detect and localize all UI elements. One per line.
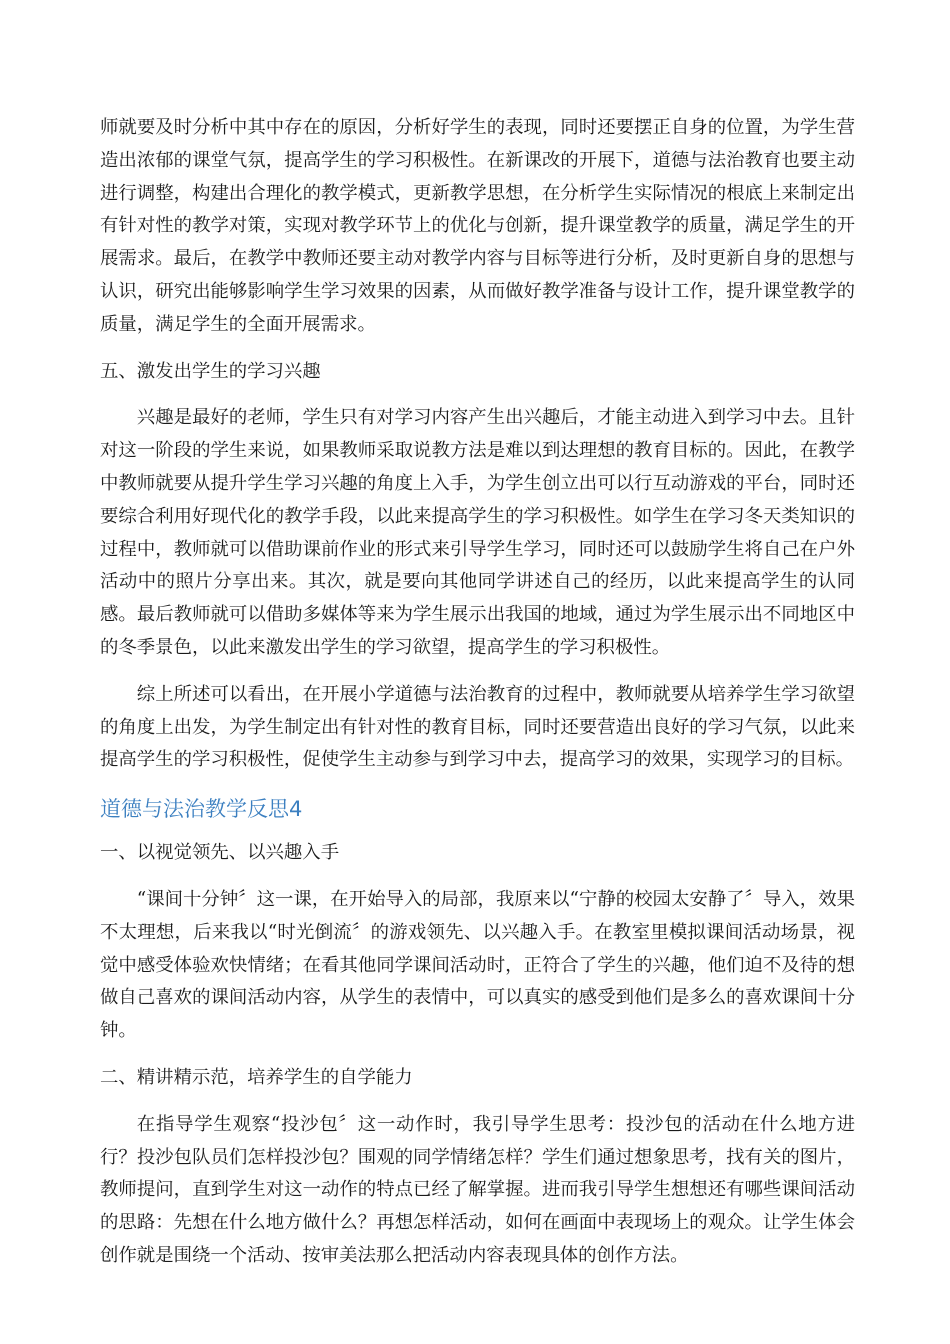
subheading-demonstration: 二、精讲精示范，培养学生的自学能力: [100, 1066, 413, 1088]
subheading-visual-lead: 一、以视觉领先、以兴趣入手: [100, 842, 340, 864]
paragraph-summary: 综上所述可以看出，在开展小学道德与法治教育的过程中，教师就要从培养学生学习欲望的角度上出发，为学生制定出有针对性的教育目标，同时还要营造出良好的学习气氛，以此来提高学生的学习积极性，促使学生主动参与到学习中去，提高学习的效果，实现学习的目标。: [100, 683, 855, 771]
paragraph-recess: “课间十分钟〞这一课，在开始导入的局部，我原来以“宁静的校园太安静了〞导入，效果不太理想，后来我以“时光倒流〞的游戏领先、以兴趣入手。在教室里模拟课间活动场景，视觉中感受体验欢快情绪；在看其他同学课间活动时，正符合了学生的兴趣，他们迫不及待的想做自己喜欢的课间活动内容，从学生的表情中，可以真实的感受到他们是多么的喜欢课间十分钟。: [100, 888, 855, 1042]
paragraph-sandbag: 在指导学生观察“投沙包〞这一动作时，我引导学生思考：投沙包的活动在什么地方进行？投沙包队员们怎样投沙包？围观的同学情绪怎样？学生们通过想象思考，找有关的图片，教师提问，直到学生对这一动作的特点已经了解掌握。进而我引导学生想想还有哪些课间活动的思路：先想在什么地方做什么？再想怎样活动，如何在画面中表现场上的观众。让学生体会创作就是围绕一个活动、按审美法那么把活动内容表现具体的创作方法。: [100, 1113, 855, 1266]
section-five-title: 五、激发出学生的学习兴趣: [100, 360, 321, 382]
reflection-4-heading: 道德与法治教学反思4: [100, 797, 303, 822]
paragraph-continuation: 师就要及时分析中其中存在的原因，分析好学生的表现，同时还要摆正自身的位置，为学生营造出浓郁的课堂气氛，提高学生的学习积极性。在新课改的开展下，道德与法治教育也要主动进行调整，构建出合理化的教学模式，更新教学思想，在分析学生实际情况的根底上来制定出有针对性的教学对策，实现对教学环节上的优化与创新，提升课堂教学的质量，满足学生的开展需求。最后，在教学中教师还要主动对教学内容与目标等进行分析，及时更新自身的思想与认识，研究出能够影响学生学习效果的因素，从而做好教学准备与设计工作，提升课堂教学的质量，满足学生的全面开展需求。: [100, 117, 855, 335]
paragraph-interest: 兴趣是最好的老师，学生只有对学习内容产生出兴趣后，才能主动进入到学习中去。且针对这一阶段的学生来说，如果教师采取说教方法是难以到达理想的教育目标的。因此，在教学中教师就要从提升学生学习兴趣的角度上入手，为学生创立出可以行互动游戏的平台，同时还要综合利用好现代化的教学手段，以此来提高学生的学习积极性。如学生在学习冬天类知识的过程中，教师就可以借助课前作业的形式来引导学生学习，同时还可以鼓励学生将自己在户外活动中的照片分享出来。其次，就是要向其他同学讲述自己的经历，以此来提高学生的认同感。最后教师就可以借助多媒体等来为学生展示出我国的地域，通过为学生展示出不同地区中的冬季景色，以此来激发出学生的学习欲望，提高学生的学习积极性。: [100, 407, 855, 658]
